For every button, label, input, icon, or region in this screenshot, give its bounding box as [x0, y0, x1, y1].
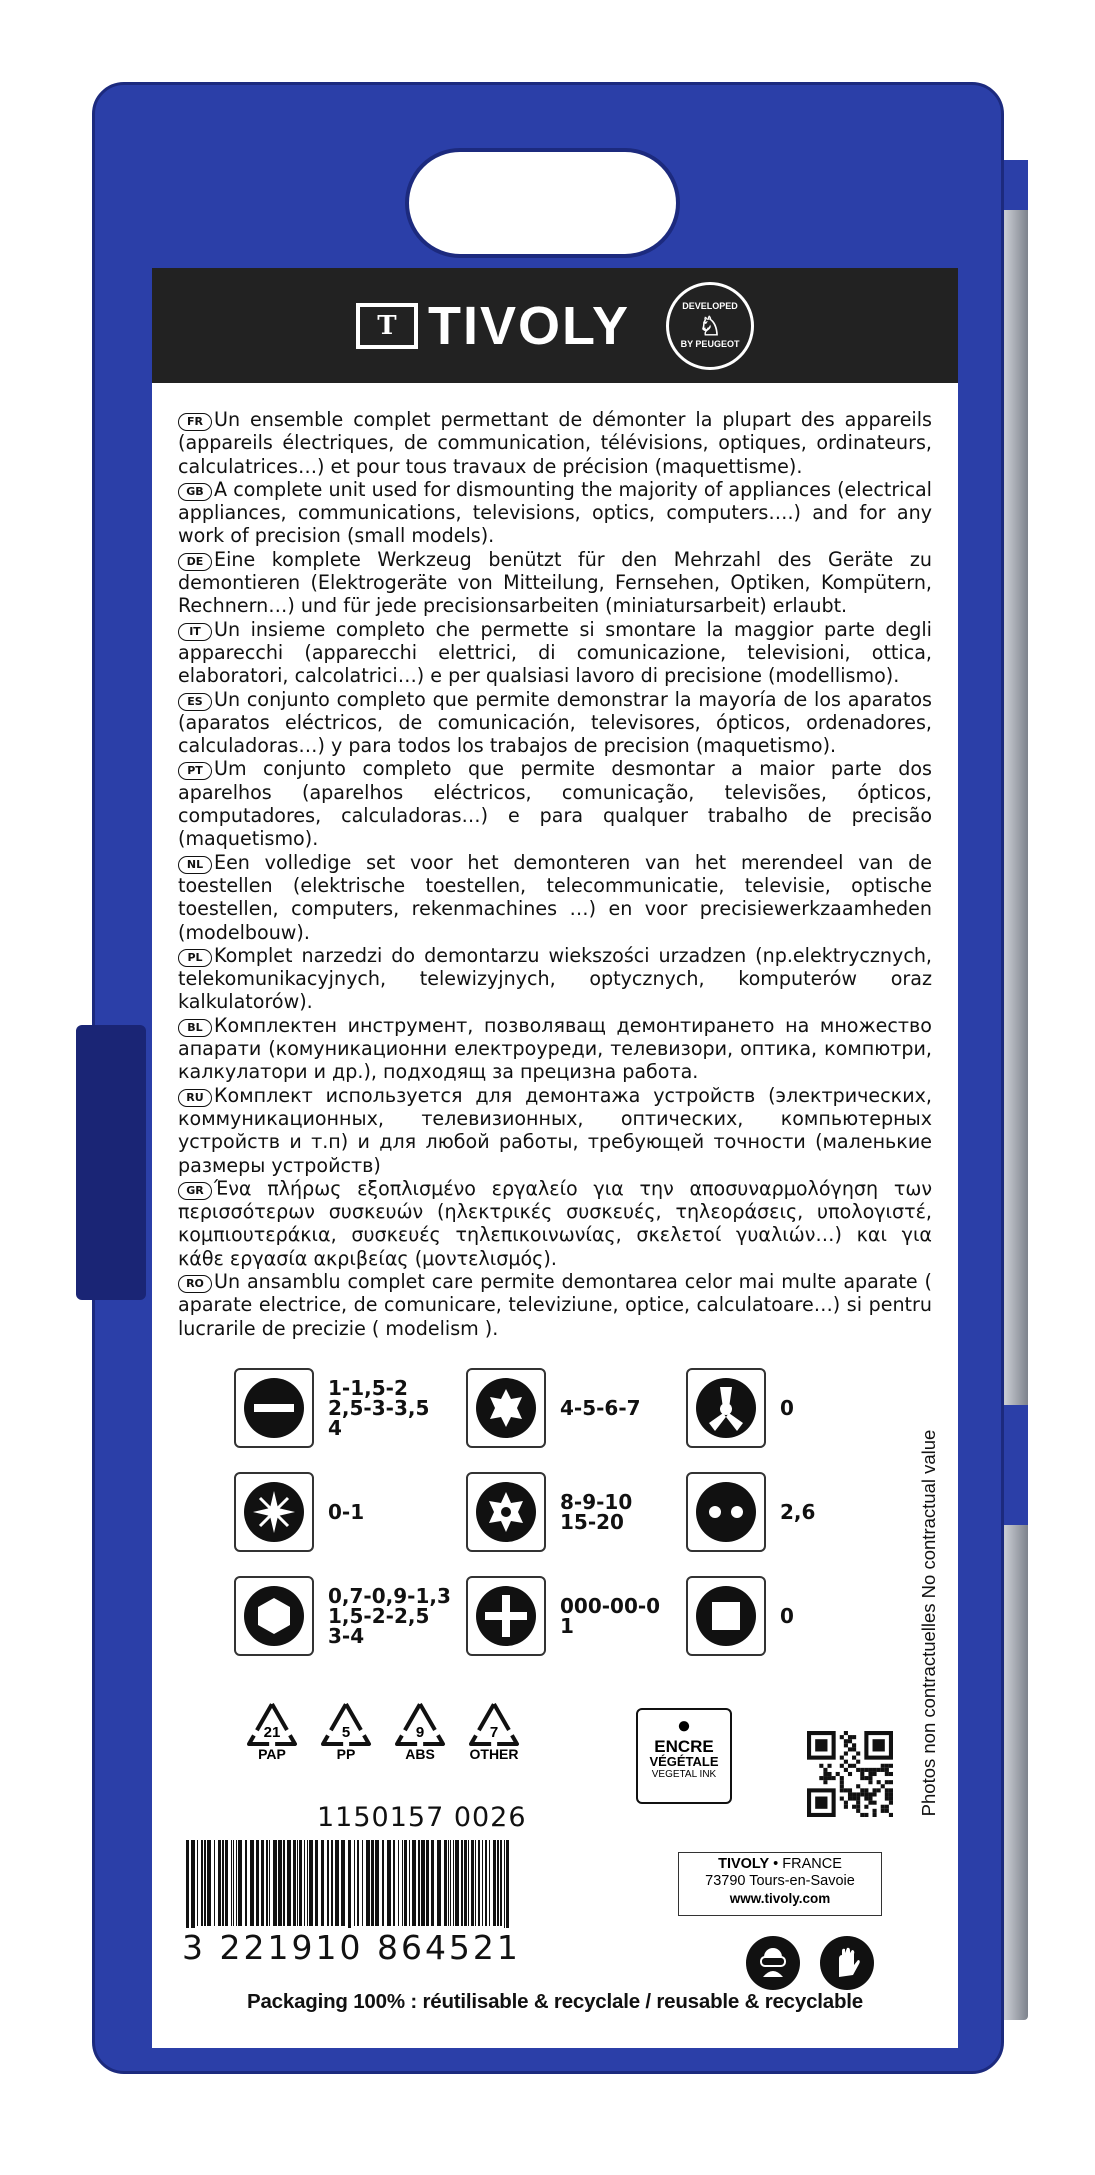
recycle-symbol: [318, 1700, 374, 1762]
barcode-digits: 3 221910 864521: [182, 1928, 525, 1967]
badge-bottom-text: BY PEUGEOT: [680, 338, 740, 349]
bit-sizes: 0: [780, 1396, 794, 1420]
description-es: [178, 688, 932, 758]
square-icon: [686, 1576, 766, 1656]
ink-line1: ENCRE: [654, 1737, 714, 1756]
manufacturer-address: [678, 1852, 882, 1916]
recycle-code: PAP: [258, 1746, 286, 1762]
qr-code-icon: [807, 1731, 893, 1817]
language-tag: RU: [178, 1089, 212, 1107]
description-text: A complete unit used for dismounting the majority of appliances (electrical appliances, communications, televisions, optics, computers….) and for any work of precision (small models).: [178, 477, 932, 548]
recycle-triangle-icon: [319, 1700, 373, 1748]
tri-wing-icon: [686, 1368, 766, 1448]
description-nl: [178, 851, 932, 944]
brand-name: TIVOLY: [427, 295, 631, 356]
language-tag: BL: [178, 1019, 212, 1037]
language-tag: RO: [178, 1275, 212, 1293]
description-text: Komplet narzedzi do demontarzu wiekszości urzadzen (np.elektrycznych, telekomunikacyjnych, telewizyjnych, optycznych, komputerów oraz kalkulatorów).: [178, 943, 932, 1014]
address-city: 73790 Tours-en-Savoie: [705, 1873, 855, 1889]
bit-sizes: 0-1: [328, 1500, 365, 1524]
language-tag: PT: [178, 762, 212, 780]
recycle-number: 21: [263, 1724, 281, 1741]
pozidriv-icon: [234, 1472, 314, 1552]
description-text: Un ansamblu complet care permite demontarea celor mai multe aparate ( aparate electrice, de comunicare, televiziune, optice, calculatoare…) si pentru lucrarile de precizie ( modelism ).: [178, 1269, 932, 1340]
brand-header: [152, 268, 958, 383]
bit-sizes: 4-5-6-7: [560, 1396, 641, 1420]
recycle-triangle-icon: [393, 1700, 447, 1748]
description-pt: [178, 757, 932, 850]
vegetal-ink-badge: [636, 1708, 732, 1804]
description-text: Комплектен инструмент, позволяващ демонтирането на множество апарати (комуникационни електроуреди, телевизори, оптика, компютри, калкулатори и др.), подходящ за прецизна работа.: [178, 1013, 932, 1084]
article-number: 1150157 0026: [317, 1802, 527, 1833]
bit-type: [466, 1576, 660, 1656]
description-gb: [178, 478, 932, 548]
address-country: • FRANCE: [773, 1856, 842, 1872]
recycle-number: 9: [415, 1724, 425, 1741]
left-clip: [76, 1025, 146, 1300]
language-tag: GR: [178, 1182, 212, 1200]
bit-sizes: 000-00-0 1: [560, 1594, 661, 1638]
recycling-symbols: [244, 1700, 522, 1762]
description-fr: [178, 408, 932, 478]
bit-sizes: 8-9-10 15-20: [560, 1490, 633, 1534]
safety-icons: [746, 1936, 874, 1990]
disclaimer-text: Photos non contractuelles No contractual value: [918, 1429, 939, 1817]
multilingual-descriptions: [178, 408, 932, 1340]
recycle-triangle-icon: [467, 1700, 521, 1748]
bit-sizes: 0: [780, 1604, 794, 1628]
bit-type: [466, 1368, 641, 1448]
language-tag: DE: [178, 553, 212, 571]
phillips-icon: [466, 1576, 546, 1656]
recycle-code: ABS: [405, 1746, 435, 1762]
eye-protection-icon: [746, 1936, 800, 1990]
language-tag: NL: [178, 856, 212, 874]
description-de: [178, 548, 932, 618]
recycle-code: PP: [336, 1746, 356, 1762]
spanner-icon: [686, 1472, 766, 1552]
recycle-triangle-icon: [245, 1700, 299, 1748]
recycle-number: 7: [489, 1724, 499, 1741]
barcode: [182, 1840, 512, 1940]
description-gr: [178, 1177, 932, 1270]
description-text: Eine komplete Werkzeug benützt für den Mehrzahl des Geräte zu demontieren (Elektrogeräte von Mitteilung, Fernsehen, Optiken, Kompütern, Rechnern…) und für jede precisionsarbeiten (miniatursarbeit) erlaubt.: [178, 547, 932, 618]
bit-type: [234, 1472, 364, 1552]
bit-type: [466, 1472, 632, 1552]
address-brand: TIVOLY: [718, 1856, 770, 1872]
slotted-icon: [234, 1368, 314, 1448]
description-text: Un conjunto completo que permite demonstrar la mayoría de los aparatos (aparatos eléctricos, de comunicación, televisores, ópticos, ordenadores, calculadoras…) y para todos los trabajos de precision (maquetismo).: [178, 687, 932, 758]
address-website: www.tivoly.com: [729, 1891, 831, 1906]
description-text: Un ensemble complet permettant de démonter la plupart des appareils (appareils électriques, de communication, télévisions, optiques, ordinateurs, calculatrices…) et pour tous travaux de précision (maquettisme).: [178, 408, 932, 478]
bit-type: [686, 1368, 794, 1448]
torx-icon: [466, 1368, 546, 1448]
gloves-icon: [820, 1936, 874, 1990]
recycle-symbol: [244, 1700, 300, 1762]
brand-logo: [356, 282, 754, 370]
vertical-disclaimer: [894, 1308, 964, 1938]
bit-sizes: 2,6: [780, 1500, 816, 1524]
bit-type: [686, 1576, 794, 1656]
badge-top-text: DEVELOPED: [682, 300, 738, 311]
description-bl: [178, 1014, 932, 1084]
description-text: Een volledige set voor het demonteren van het merendeel van de toestellen (elektrische toestellen, telecommunicatie, televisie, optische toestellen, computers, rekenmachines …) en voor precisiewerkzaamheden (modelbouw).: [178, 850, 932, 944]
bit-type: [686, 1472, 815, 1552]
description-pl: [178, 944, 932, 1014]
ink-line3: VEGETAL INK: [651, 1769, 717, 1780]
description-text: Um conjunto completo que permite desmontar a maior parte dos aparelhos (aparelhos eléctricos, comunicação, televisões, ópticos, computadores, calculadoras…) e para qualquer trabalho de precisão (maquetismo).: [178, 757, 932, 851]
description-ru: [178, 1084, 932, 1177]
developed-by-peugeot-badge: [666, 282, 754, 370]
hex-icon: [234, 1576, 314, 1656]
recycle-number: 5: [341, 1724, 351, 1741]
bit-sizes: 1-1,5-2 2,5-3-3,5 4: [328, 1376, 430, 1440]
ink-line2: VÉGÉTALE: [649, 1754, 719, 1769]
bit-type: [234, 1576, 451, 1656]
language-tag: FR: [178, 413, 212, 431]
language-tag: PL: [178, 949, 212, 967]
recycle-symbol: [466, 1700, 522, 1762]
lion-icon: ♘: [698, 310, 722, 341]
description-ro: [178, 1270, 932, 1340]
recycle-code: OTHER: [469, 1746, 519, 1762]
description-text: Комплект используется для демонтажа устройств (электрических, коммуникационных, телевизионных, оптических, компьютерных устройств и т.п) и для любой работы, требующей точности (маленькие размеры устройств): [178, 1083, 932, 1177]
tivoly-logo-icon: T: [356, 303, 418, 349]
bit-sizes: 0,7-0,9-1,3 1,5-2-2,5 3-4: [328, 1584, 451, 1648]
description-text: Un insieme completo che permette si smontare la maggior parte degli apparecchi (apparecchi elettrici, di comunicazione, televisioni, ottica, elaboratori, calcolatrici…) e per qualsiasi lavoro di precisione (modellismo).: [178, 617, 932, 688]
hang-hole: [405, 148, 680, 258]
language-tag: ES: [178, 693, 212, 711]
torx-tamper-icon: [466, 1472, 546, 1552]
packaging-footer: Packaging 100% : réutilisable & recyclale / reusable & recyclable: [247, 1990, 863, 2013]
language-tag: IT: [178, 623, 212, 641]
language-tag: GB: [178, 483, 212, 501]
description-text: Ένα πλήρως εξοπλισμένο εργαλείο για την αποσυναρμολόγηση των περισσότερων συσκευών (ηλεκτρικές συσκευές, τηλεοράσεις, υπολογιστέ, κομπιουτεράκια, συσκευές τηλεπικοινωνίας, σκελετοί γυαλιών…) και για κάθε εργασία ακριβείας (μοντελισμός).: [178, 1176, 932, 1270]
bit-type: [234, 1368, 429, 1448]
product-label: [152, 268, 958, 2048]
recycle-symbol: [392, 1700, 448, 1762]
description-it: [178, 618, 932, 688]
ink-drop-icon: ●: [676, 1712, 692, 1739]
